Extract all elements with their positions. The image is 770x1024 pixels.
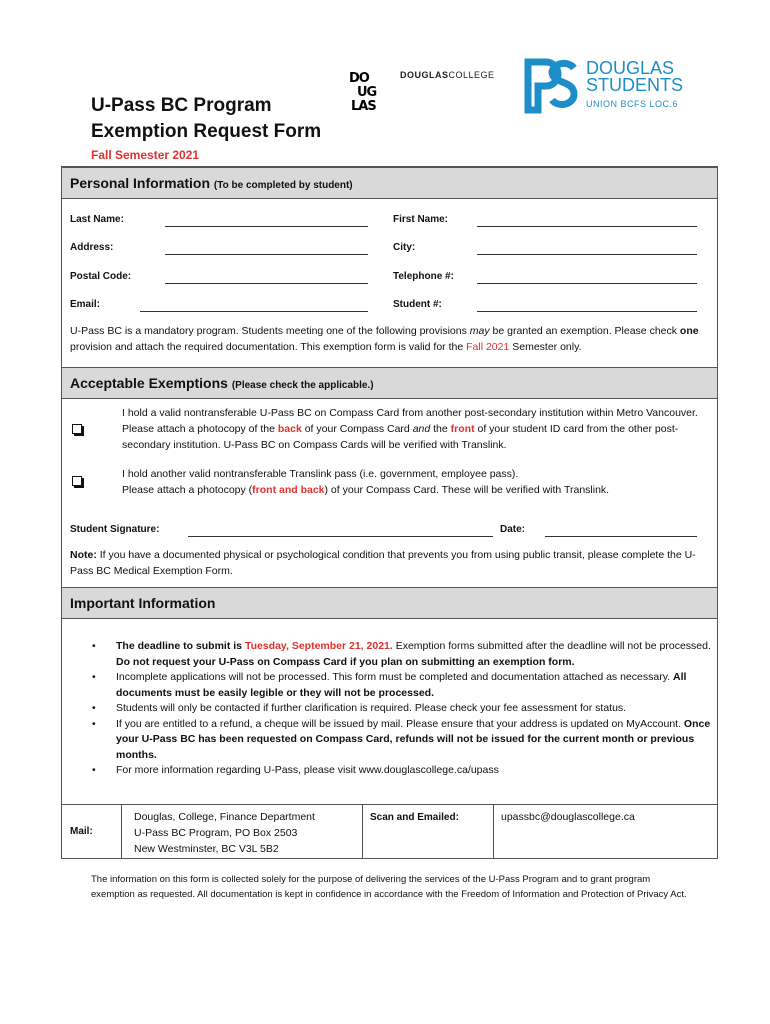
telephone-field[interactable]	[477, 283, 697, 284]
list-item	[92, 639, 712, 670]
intro-one: one	[679, 325, 699, 337]
exemption-option-1	[122, 405, 702, 453]
last-name-label: Last Name:	[70, 214, 124, 225]
intro-paragraph	[70, 323, 710, 355]
mail-divider-1	[121, 804, 122, 858]
form-title-line1: U-Pass BC Program	[91, 95, 272, 116]
signature-label: Student Signature:	[70, 524, 160, 535]
medical-note	[70, 547, 710, 579]
students-line1: DOUGLAS	[586, 58, 675, 78]
opt2-text-b: Please attach a photocopy (	[122, 484, 253, 496]
b2-text-a: Incomplete applications will not be processed. This form must be completed and documentation attached as necessary.	[116, 671, 673, 683]
opt1-text-d: of your student ID card from the other post-secondary institution. U-Pass BC on Compass Cards will be verified with Translink.	[122, 423, 679, 451]
b3-text: Students will only be contacted if further clarification is required. Please check your fee assessment for status.	[116, 702, 627, 714]
address-field[interactable]	[165, 254, 368, 255]
exemptions-header	[62, 367, 717, 399]
intro-text-a: U-Pass BC is a mandatory program. Students meeting one of the following provisions	[70, 325, 470, 337]
students-line2: STUDENTS	[586, 75, 684, 95]
student-number-label: Student #:	[393, 299, 442, 310]
note-text: If you have a documented physical or psychological condition that prevents you from using public transit, please complete the U-Pass BC Medical Exemption Form.	[70, 549, 696, 577]
telephone-label: Telephone #:	[393, 271, 454, 282]
svg-text:UG: UG	[357, 85, 377, 100]
opt2-front-back: front and back	[252, 484, 325, 496]
mail-divider-3	[493, 804, 494, 858]
exemptions-note: (Please check the applicable.)	[231, 380, 374, 391]
personal-info-note: (To be completed by student)	[213, 180, 353, 191]
exemption-checkbox-1[interactable]	[72, 424, 82, 434]
privacy-footer: The information on this form is collected solely for the purpose of delivering the services of the U-Pass Program and to grant program exemption as requested. All documentation is kept in confidence in accordance with the Freedom of Information and Protection of Privacy Act.	[91, 874, 687, 900]
exemptions-heading: Acceptable Exemptions	[70, 375, 228, 391]
important-info-header	[62, 587, 717, 619]
b2-text-b: All documents must be easily legible or they will not be processed.	[116, 671, 687, 699]
signature-field[interactable]	[188, 536, 493, 537]
personal-info-heading: Personal Information	[70, 175, 211, 191]
semester-label: Fall Semester 2021	[91, 148, 200, 162]
b1-text-b: Exemption forms submitted after the deadline will not be processed.	[392, 640, 711, 652]
city-field[interactable]	[477, 254, 697, 255]
list-item	[92, 717, 712, 764]
opt1-text-b: of your Compass Card	[301, 423, 413, 435]
opt2-text-c: ) of your Compass Card. These will be verified with Translink.	[324, 484, 610, 496]
intro-text-c: provision and attach the required documentation. This exemption form is valid for the	[70, 341, 467, 353]
postal-code-label: Postal Code:	[70, 271, 132, 282]
date-label: Date:	[500, 524, 526, 535]
opt1-and: and	[412, 423, 431, 435]
intro-fall: Fall 2021	[466, 341, 510, 353]
important-info-list	[92, 639, 712, 779]
mail-label: Mail:	[70, 826, 93, 837]
date-field[interactable]	[545, 536, 697, 537]
svg-text:DO: DO	[349, 71, 369, 86]
douglas-college-logo-mark	[347, 70, 393, 114]
list-item	[92, 701, 712, 717]
email-label: Email:	[70, 299, 101, 310]
mail-address	[134, 809, 315, 857]
list-item	[92, 670, 712, 701]
douglas-students-logo-icon	[522, 58, 580, 114]
wordmark-bold: DOUGLAS	[400, 70, 449, 80]
last-name-field[interactable]	[165, 226, 368, 227]
svg-text:LAS: LAS	[351, 99, 376, 114]
scan-label: Scan and Emailed:	[370, 812, 459, 823]
students-union-sub: UNION BCFS LOC.6	[586, 99, 679, 109]
douglas-college-wordmark	[400, 70, 495, 80]
postal-code-field[interactable]	[165, 283, 368, 284]
student-number-field[interactable]	[477, 311, 697, 312]
opt2-line2	[122, 482, 702, 498]
mail-address-line1: Douglas, College, Finance Department	[134, 811, 315, 823]
b1-text-c: Do not request your U-Pass on Compass Card if you plan on submitting an exemption form.	[116, 655, 575, 668]
mail-divider-2	[362, 804, 363, 858]
form-title	[91, 93, 321, 145]
email-field[interactable]	[140, 311, 368, 312]
intro-text-d: Semester only.	[509, 341, 582, 353]
douglas-students-wordmark	[586, 60, 683, 94]
opt1-text-a: I hold a valid nontransferable U-Pass BC on Compass Card from another post-secondary institution within Metro Vancouver. Please attach a photocopy of the	[122, 407, 698, 435]
mail-address-line2: U-Pass BC Program, PO Box 2503	[134, 827, 298, 839]
intro-may: may	[469, 325, 490, 337]
important-info-heading: Important Information	[70, 595, 216, 611]
first-name-label: First Name:	[393, 214, 449, 225]
exemption-option-2	[122, 466, 702, 498]
b4-text-b: Once your U-Pass BC has been requested on Compass Card, refunds will not be issued for the current month or previous months.	[116, 717, 711, 761]
first-name-field[interactable]	[477, 226, 697, 227]
wordmark-light: COLLEGE	[448, 70, 495, 80]
opt1-text-c: the	[430, 423, 451, 435]
personal-info-header	[62, 167, 717, 199]
note-label: Note:	[70, 549, 97, 561]
opt2-line1: I hold another valid nontransferable Translink pass (i.e. government, employee pass).	[122, 468, 519, 480]
b4-text-a: If you are entitled to a refund, a cheque will be issued by mail. Please ensure that your address is updated on MyAccount.	[116, 717, 684, 730]
address-label: Address:	[70, 242, 114, 253]
exemption-checkbox-2[interactable]	[72, 476, 82, 486]
b1-text-a: The deadline to submit is	[116, 640, 245, 652]
opt1-back: back	[277, 423, 302, 435]
b5-text: For more information regarding U-Pass, please visit www.douglascollege.ca/upass	[116, 764, 499, 776]
intro-text-b: be granted an exemption. Please check	[489, 325, 680, 337]
city-label: City:	[393, 242, 416, 253]
list-item	[92, 763, 712, 779]
upass-email-link[interactable]: upassbc@douglascollege.ca	[501, 811, 635, 823]
opt1-front: front	[450, 423, 475, 435]
mail-address-line3: New Westminster, BC V3L 5B2	[134, 843, 279, 855]
b1-deadline: Tuesday, September 21, 2021.	[244, 640, 393, 652]
form-title-line2: Exemption Request Form	[91, 121, 322, 142]
